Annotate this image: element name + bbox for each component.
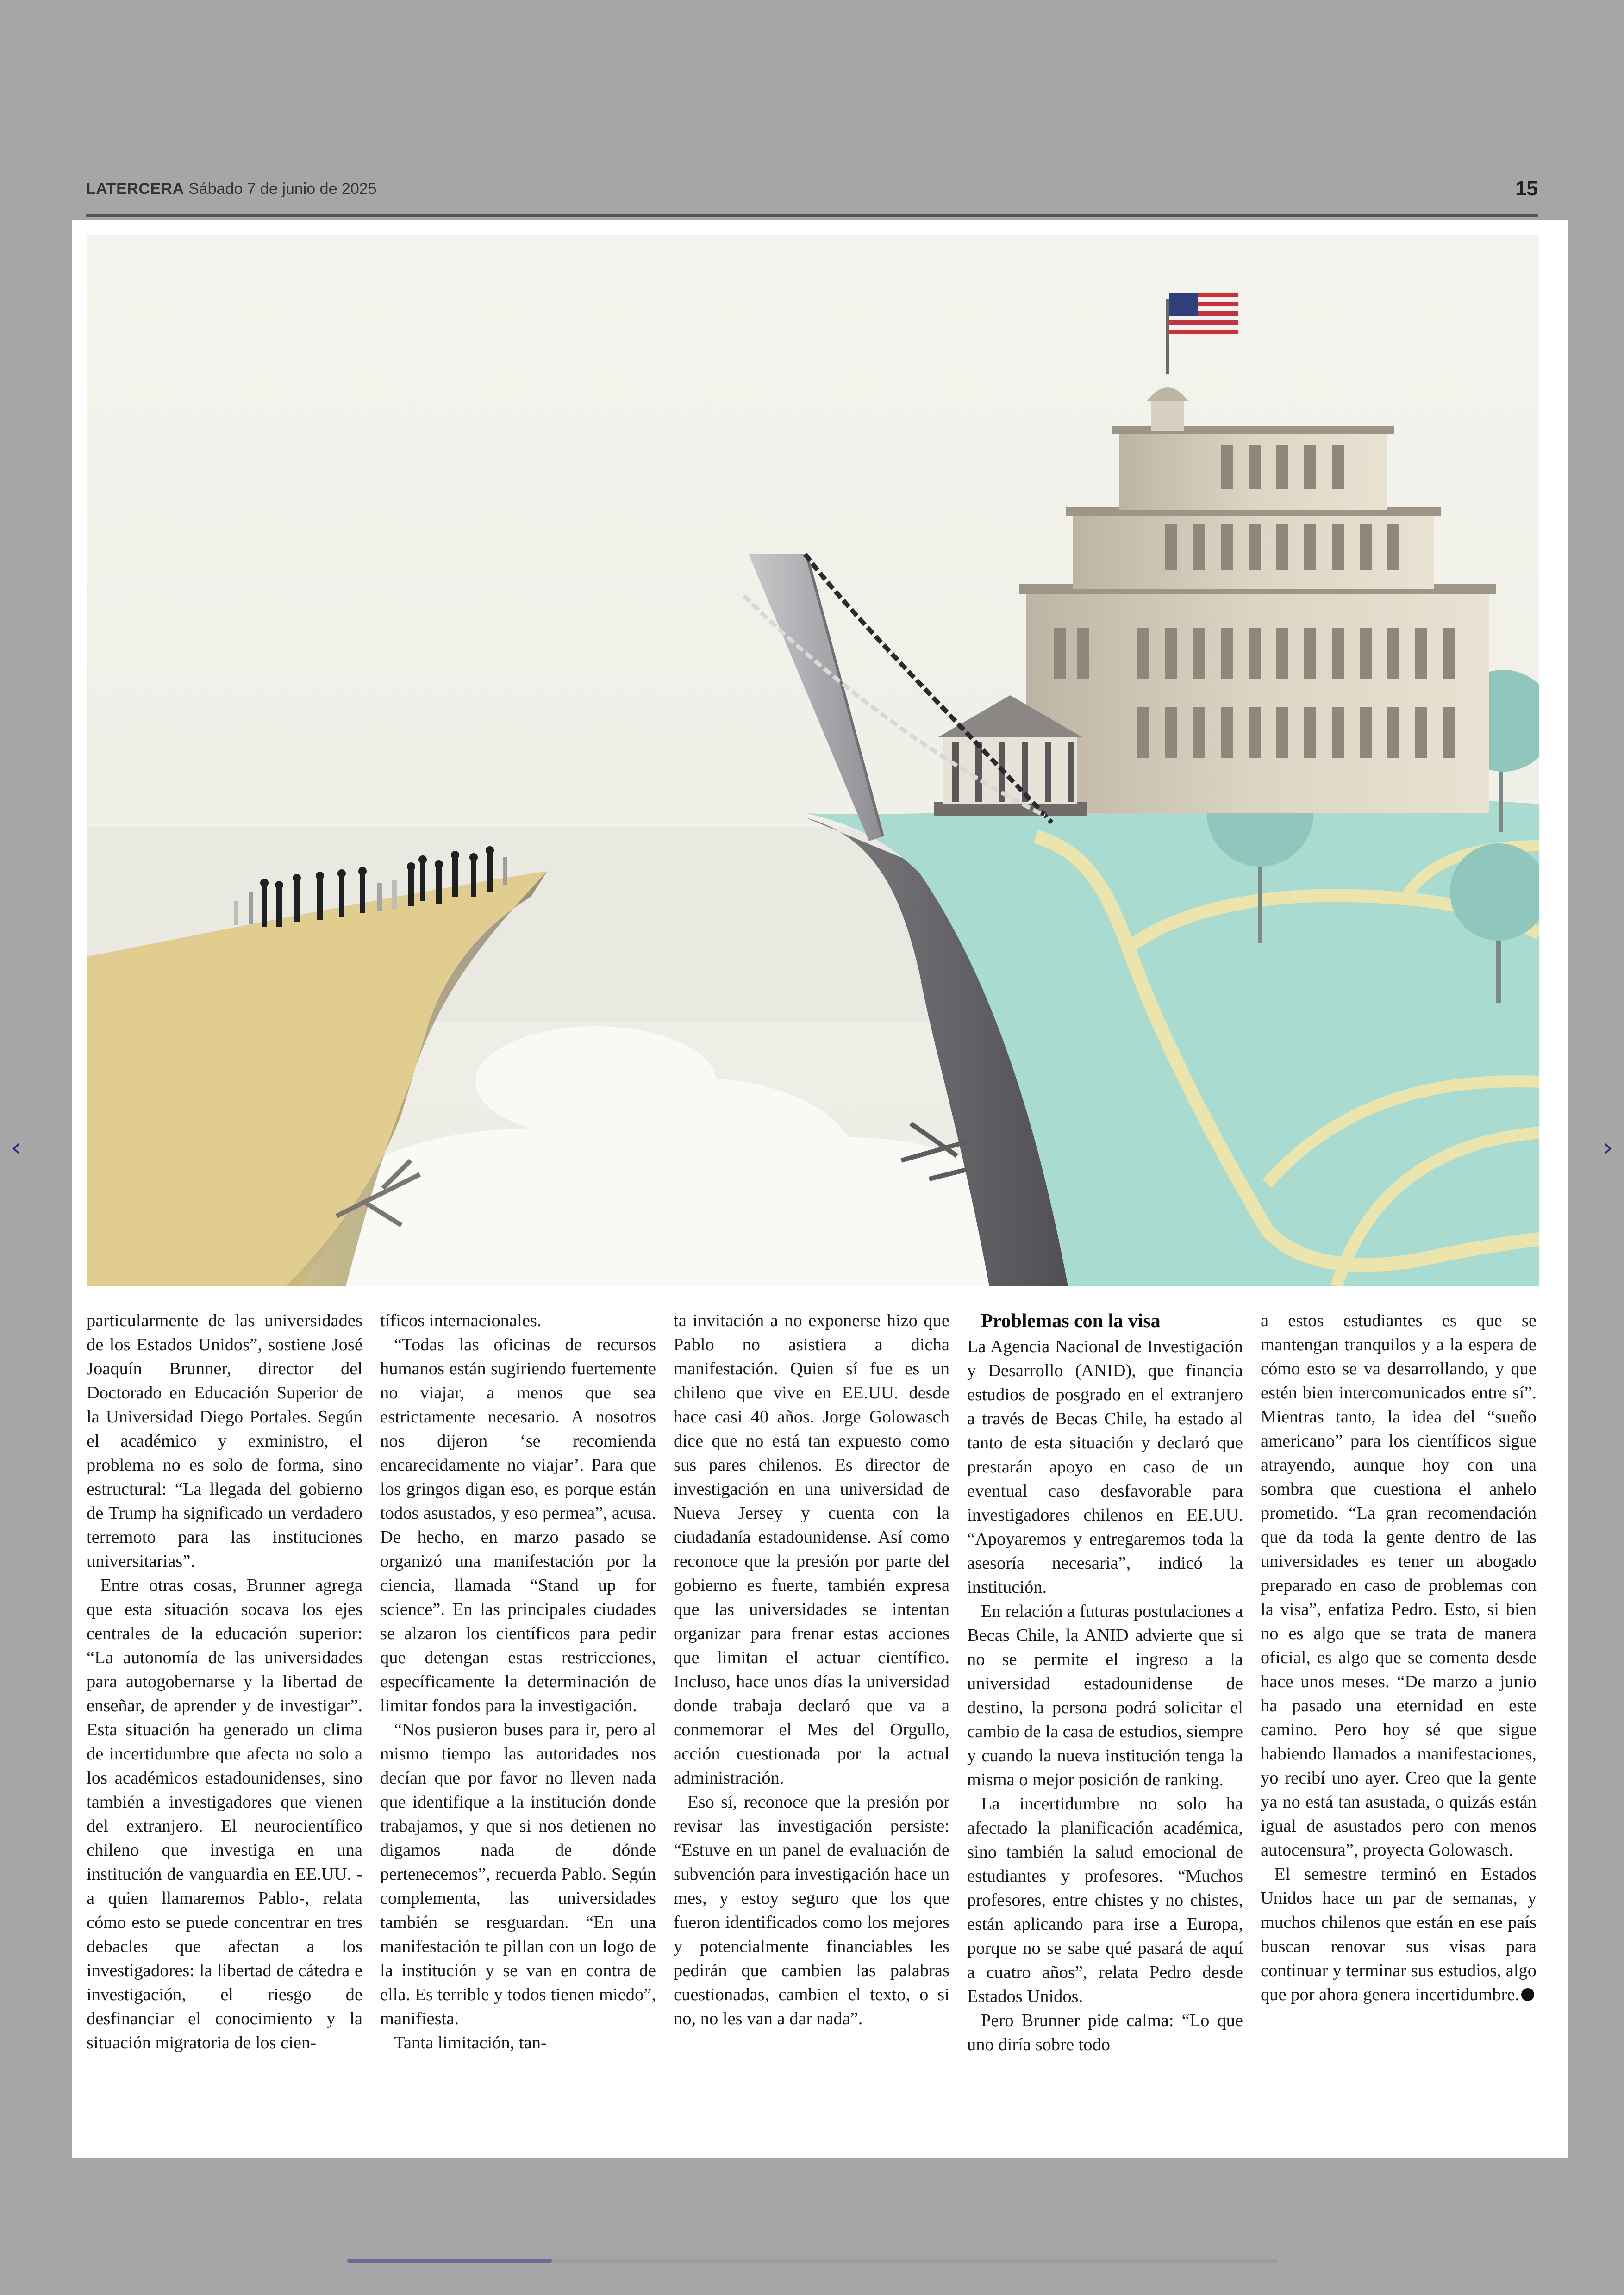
newspaper-brand [86, 180, 377, 198]
editorial-illustration [87, 235, 1539, 1286]
paragraph-text: La incertidumbre no solo ha afectado la planificación académica, sino también la salud emocional de estudiantes y profesores. “Muchos profesores, entre chistes y no chistes, están aplicando para irse a Europa, porque no se sabe qué pasará de aquí a cuatro años”, relata Pedro desde Estados Unidos. [967, 1794, 1243, 2006]
paragraph-text: particularmente de las universidades de los Estados Unidos”, sostiene José Joaquín Brunner, director del Doctorado en Educación Superior de la Universidad Diego Portales. Según el académico y exministro, el problema no es solo de forma, sino estructural: “La llegada del gobierno de Trump ha significado un verdadero terremoto para las instituciones universitarias”. [87, 1311, 362, 1571]
article-paragraph [380, 1333, 656, 1718]
reading-progress-bar[interactable] [347, 2259, 1278, 2263]
article-column-4 [967, 1309, 1243, 2142]
article-column-1 [87, 1309, 362, 2142]
paragraph-text: tíficos internacionales. [380, 1311, 542, 1330]
section-heading: Problemas con la visa [981, 1310, 1161, 1332]
chevron-left-icon: ‹ [11, 1133, 22, 1163]
paragraph-text: Eso sí, reconoce que la presión por revisar las investigación persiste: “Estuve en un panel de evaluación de subvención para investigación hace un mes, y estoy seguro que los que fueron identificados como los mejores y potencialmente financiables les pedirán que cambien las palabras cuestionadas, cambien el texto, o si no, no les van a dar nada”. [674, 1792, 949, 2028]
article-column-5 [1261, 1309, 1537, 2142]
article-paragraph [380, 1718, 656, 2031]
article-paragraph [87, 1309, 362, 1573]
paragraph-text: En relación a futuras postulaciones a Becas Chile, la ANID advierte que si no se permite el ingreso a la universidad estadounidense de destino, la persona podrá solicitar el cambio de la casa de estudios, siempre y cuando la nueva institución tenga la misma o mejor posición de ranking. [967, 1602, 1243, 1790]
article-paragraph [1261, 1862, 1537, 2007]
next-page-button[interactable] [1594, 1129, 1622, 1166]
paragraph-text: Tanta limitación, tan- [394, 2033, 547, 2052]
article-paragraph [380, 1309, 656, 1333]
article-paragraph [967, 2008, 1243, 2057]
paragraph-text: Pero Brunner pide calma: “Lo que uno diría sobre todo [967, 2011, 1243, 2054]
article-paragraph [87, 1573, 362, 2055]
paragraph-text: El semestre terminó en Estados Unidos hace un par de semanas, y muchos chilenos que están en ese país buscan renovar sus visas para continuar y terminar sus estudios, algo que por ahora genera incertidumbre. [1261, 1865, 1537, 2004]
brand-name: LATERCERA [86, 180, 184, 198]
article-column-2 [380, 1309, 656, 2142]
article-column-3 [674, 1309, 949, 2142]
article-paragraph [674, 1790, 949, 2031]
article-body [87, 1309, 1539, 2146]
article-paragraph [674, 1309, 949, 1790]
article-paragraph [967, 1792, 1243, 2008]
chevron-right-icon: › [1602, 1133, 1613, 1163]
paragraph-text: “Nos pusieron buses para ir, pero al mismo tiempo las autoridades nos decían que por favor no lleven nada que identifique a la institución donde trabajamos, y que si nos detienen no digamos nada de dónde pertenecemos”, recuerda Pablo. Según complementa, las universidades también se resguardan. “En una manifestación te pillan con un logo de la institución y se van en contra de ella. Es terrible y todos tienen miedo”, manifiesta. [380, 1720, 656, 2028]
issue-date: Sábado 7 de junio de 2025 [188, 180, 377, 198]
article-paragraph [967, 1599, 1243, 1792]
paragraph-text: Entre otras cosas, Brunner agrega que esta situación socava los ejes centrales de la educación superior: “La autonomía de las universidades para autogobernarse y la libertad de enseñar, de aprender y de investigar”. Esta situación ha generado un clima de incertidumbre que afecta no solo a los académicos estadounidenses, sino también a investigadores que vienen del extranjero. El neurocientífico chileno que investiga en una institución de vanguardia en EE.UU. -a quien llamaremos Pablo-, relata cómo esto se puede concentrar en tres debacles que afectan a los investigadores: la libertad de cátedra e investigación, el riesgo de desfinanciar el conocimiento y la situación migratoria de los cien- [87, 1576, 362, 2052]
paragraph-text: a estos estudiantes es que se mantengan tranquilos y a la espera de cómo esto se va desarrollando, y que estén bien intercomunicados entre sí”. Mientras tanto, la idea del “sueño americano” para los científicos sigue atrayendo, aunque hoy con una sombra que cuestiona el anhelo prometido. “La gran recomendación que da toda la gente dentro de las universidades es tener un abogado preparado en caso de problemas con la visa”, enfatiza Pedro. Esto, si bien no es algo que se trata de manera oficial, es algo que se comenta desde hace unos meses. “De marzo a junio ha pasado una eternidad en este camino. Pero hoy sé que sigue habiendo llamados a manifestaciones, yo recibí uno ayer. Creo que la gente ya no está tan asustada, o quizás están igual de asustados pero con menos autocensura”, proyecta Golowasch. [1261, 1311, 1537, 1860]
article-paragraph [1261, 1309, 1537, 1862]
us-flag [1169, 293, 1238, 334]
page-header [86, 177, 1538, 217]
page-number: 15 [1515, 177, 1538, 200]
newspaper-page [72, 220, 1568, 2158]
paragraph-text: La Agencia Nacional de Investigación y Desarrollo (ANID), que financia estudios de posgrado en el extranjero a través de Becas Chile, ha estado al tanto de esta situación y declaró que prestarán apoyo en caso de un eventual caso desfavorable para investigadores chilenos en EE.UU. “Apoyaremos y entregaremos toda la asesoría necesaria”, indicó la institución. [967, 1337, 1243, 1597]
end-of-article-mark [1521, 1988, 1534, 2001]
paragraph-text: ta invitación a no exponerse hizo que Pablo no asistiera a dicha manifestación. Quien sí fue es un chileno que vive en EE.UU. desde hace casi 40 años. Jorge Golowasch dice que no está tan expuesto como sus pares chilenos. Es director de investigación en una universidad de Nueva Jersey y cuenta con la ciudadanía estadounidense. Así como reconoce que la presión por parte del gobierno es fuerte, también expresa que las universidades se intentan organizar para frenar estas acciones que limitan el actuar científico. Incluso, hace unos días la universidad donde trabaja declaró que va a conmemorar el Mes del Orgullo, acción cuestionada por la actual administración. [674, 1311, 949, 1788]
article-paragraph [380, 2031, 656, 2055]
paragraph-text: “Todas las oficinas de recursos humanos están sugiriendo fuertemente no viajar, a menos que sea estrictamente necesario. A nosotros nos dijeron ‘se recomienda encarecidamente no viajar’. Para que los gringos digan eso, es porque están todos asustados, y eso permea”, acusa. De hecho, en marzo pasado se organizó una manifestación por la ciencia, llamada “Stand up for science”. En las principales ciudades se alzaron los científicos para pedir que detengan estas restricciones, específicamente la determinación de limitar fondos para la investigación. [380, 1335, 656, 1715]
previous-page-button[interactable] [2, 1129, 30, 1166]
article-paragraph [967, 1335, 1243, 1599]
reading-progress-fill [347, 2259, 552, 2263]
